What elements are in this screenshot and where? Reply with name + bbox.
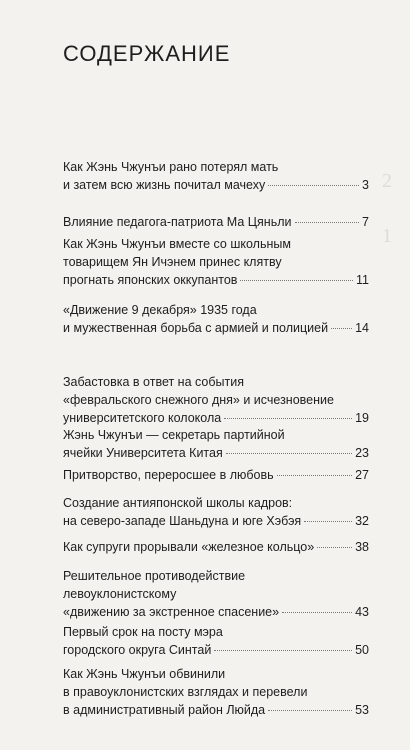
toc-entry-text: в административный район Люйда: [63, 703, 266, 717]
toc-entry[interactable]: [63, 665, 369, 719]
dot-leader: [240, 280, 353, 281]
toc-entry[interactable]: [63, 567, 369, 621]
toc-entry-line: Как Жэнь Чжунъи обвинили: [63, 667, 226, 681]
toc-entry-text: ячейки Университета Китая: [63, 446, 223, 460]
toc-page-number: 43: [355, 605, 369, 619]
toc-entry[interactable]: [63, 466, 369, 484]
toc-entry-text: городского округа Синтай: [63, 643, 212, 657]
toc-page-number: 50: [355, 643, 369, 657]
toc-page-number: 53: [355, 703, 369, 717]
toc-page-number: 11: [356, 273, 369, 287]
toc-entry-line: [63, 538, 369, 556]
toc-entry-line: [63, 512, 369, 530]
dot-leader: [282, 612, 352, 613]
toc-entry-line: [63, 409, 369, 427]
toc-entry-text: прогнать японских оккупантов: [63, 273, 238, 287]
toc-entry[interactable]: [63, 426, 369, 462]
toc-entry-text: университетского колокола: [63, 411, 222, 425]
toc-page-number: 3: [362, 178, 369, 192]
toc-entry-line: Забастовка в ответ на события: [63, 375, 244, 389]
dot-leader: [268, 710, 352, 711]
toc-page-number: 23: [355, 446, 369, 460]
dot-leader: [331, 328, 352, 329]
toc-entry-line: Как Жэнь Чжунъи вместе со школьным: [63, 237, 291, 251]
toc-entry-line: Решительное противодействие: [63, 569, 246, 583]
dot-leader: [224, 418, 352, 419]
toc-entry[interactable]: [63, 301, 369, 337]
toc-entry[interactable]: [63, 538, 369, 556]
toc-entry-line: [63, 444, 369, 462]
toc-entry-line: [63, 603, 369, 621]
dot-leader: [304, 521, 352, 522]
toc-entry-text: и затем всю жизнь почитал мачеху: [63, 178, 266, 192]
toc-entry-line: в правоуклонистских взглядах и перевели: [63, 685, 308, 699]
toc-entry-line: [63, 641, 369, 659]
toc-entry-line: [63, 466, 369, 484]
toc-entry-line: Как Жэнь Чжунъи рано потерял мать: [63, 160, 279, 174]
toc-entry[interactable]: [63, 158, 369, 194]
toc-page-number: 14: [355, 321, 369, 335]
dot-leader: [226, 453, 352, 454]
toc-entry-text: Как супруги прорывали «железное кольцо»: [63, 540, 315, 554]
toc-entry-text: Влияние педагога-патриота Ма Цяньли: [63, 215, 292, 229]
toc-entry-text: «движению за экстренное спасение»: [63, 605, 280, 619]
toc-page-number: 38: [355, 540, 369, 554]
dot-leader: [268, 185, 359, 186]
toc-entry-line: Первый срок на посту мэра: [63, 625, 223, 639]
dot-leader: [317, 547, 352, 548]
toc-title: СОДЕРЖАНИЕ: [63, 41, 231, 66]
toc-entry-line: товарищем Ян Ичэнем принес клятву: [63, 255, 282, 269]
toc-page-number: 27: [355, 468, 369, 482]
dot-leader: [214, 650, 352, 651]
toc-page-number: 7: [362, 215, 369, 229]
toc-entry[interactable]: [63, 494, 369, 530]
toc-entry-text: и мужественная борьба с армией и полицией: [63, 321, 329, 335]
toc-entry-line: «Движение 9 декабря» 1935 года: [63, 303, 257, 317]
toc-entry-text: Притворство, переросшее в любовь: [63, 468, 274, 482]
dot-leader: [277, 475, 352, 476]
toc-entry-line: левоуклонистскому: [63, 587, 177, 601]
toc-entry-line: [63, 701, 369, 719]
toc-entry-line: [63, 271, 369, 289]
toc-entry[interactable]: [63, 235, 369, 289]
toc-entry-text: на северо-западе Шаньдуна и юге Хэбэя: [63, 514, 302, 528]
bleed-through-mark: 2: [382, 170, 392, 192]
toc-entry[interactable]: [63, 623, 369, 659]
toc-entry[interactable]: [63, 213, 369, 231]
toc-entry[interactable]: [63, 373, 369, 427]
toc-entry-line: «февральского снежного дня» и исчезновение: [63, 393, 334, 407]
toc-entry-line: [63, 319, 369, 337]
dot-leader: [295, 222, 360, 223]
toc-entry-line: [63, 213, 369, 231]
toc-page-number: 32: [355, 514, 369, 528]
toc-entry-line: Создание антияпонской школы кадров:: [63, 496, 293, 510]
bleed-through-mark: 1: [382, 225, 392, 247]
toc-page-number: 19: [355, 411, 369, 425]
toc-entry-line: Жэнь Чжунъи — секретарь партийной: [63, 428, 285, 442]
toc-entry-line: [63, 176, 369, 194]
